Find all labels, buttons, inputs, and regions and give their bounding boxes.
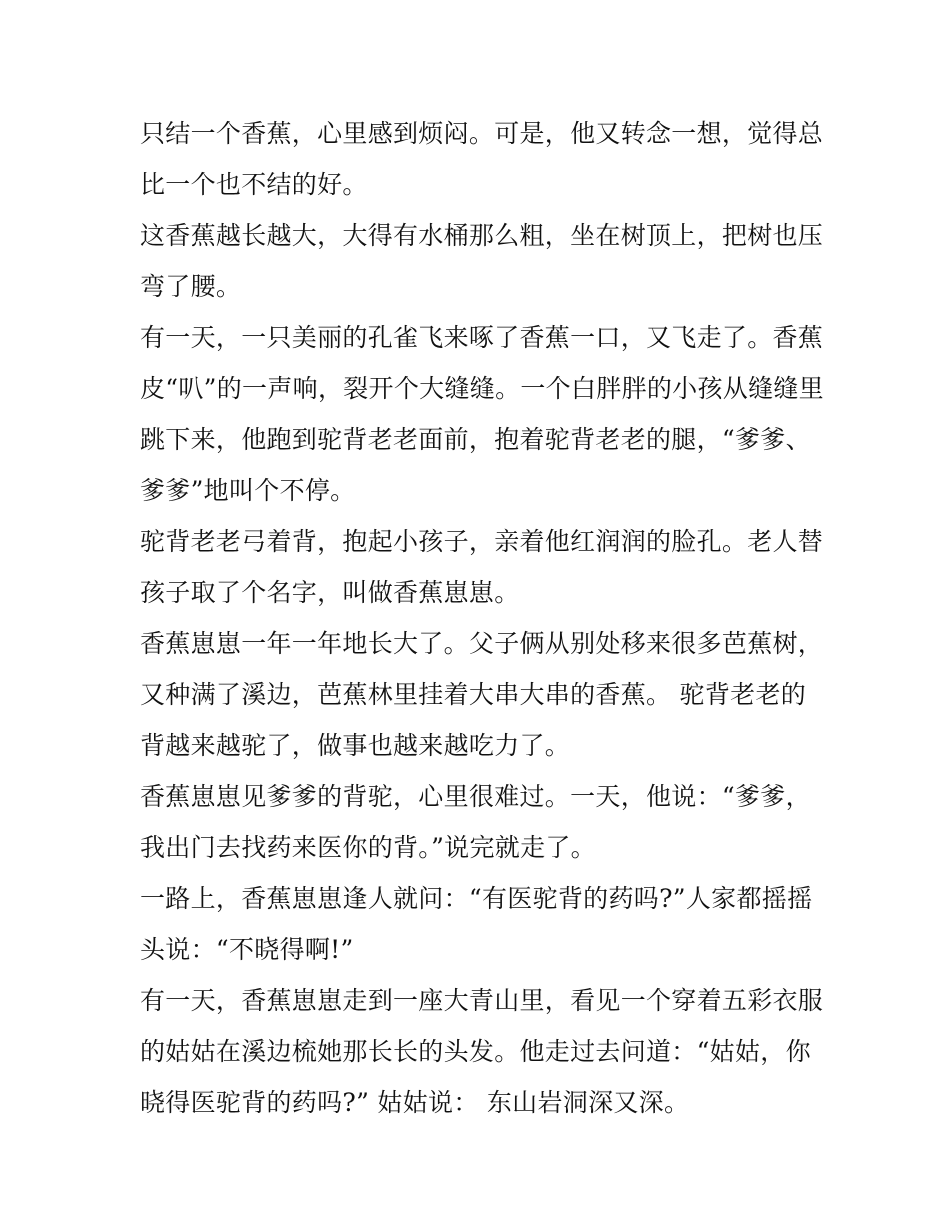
text-line: 有一天，香蕉崽崽走到一座大青山里，看见一个穿着五彩衣服 bbox=[140, 986, 824, 1015]
text-line: 背越来越驼了，做事也越来越吃力了。 bbox=[140, 731, 571, 760]
text-line: 比一个也不结的好。 bbox=[140, 170, 368, 199]
text-line: 跳下来，他跑到驼背老老面前，抱着驼背老老的腿，“爹爹、 bbox=[140, 425, 811, 454]
text-line: 香蕉崽崽一年一年地长大了。父子俩从别处移来很多芭蕉树， bbox=[140, 629, 824, 658]
text-line: 头说：“不晓得啊!” bbox=[140, 935, 354, 964]
text-line: 一路上，香蕉崽崽逢人就问：“有医驼背的药吗?”人家都摇摇 bbox=[140, 884, 813, 913]
text-line: 有一天，一只美丽的孔雀飞来啄了香蕉一口，又飞走了。香蕉 bbox=[140, 323, 824, 352]
text-line: 孩子取了个名字，叫做香蕉崽崽。 bbox=[140, 578, 520, 607]
text-line: 晓得医驼背的药吗?” 姑姑说： 东山岩洞深又深。 bbox=[140, 1088, 690, 1117]
text-line: 只结一个香蕉，心里感到烦闷。可是，他又转念一想，觉得总 bbox=[140, 119, 824, 148]
text-line: 我出门去找药来医你的背。”说完就走了。 bbox=[140, 833, 596, 862]
text-line: 这香蕉越长越大，大得有水桶那么粗，坐在树顶上，把树也压 bbox=[140, 221, 824, 250]
text-line: 爹爹”地叫个不停。 bbox=[140, 476, 356, 505]
text-line: 驼背老老弓着背，抱起小孩子，亲着他红润润的脸孔。老人替 bbox=[140, 527, 824, 556]
text-line: 弯了腰。 bbox=[140, 272, 242, 301]
text-line: 香蕉崽崽见爹爹的背驼，心里很难过。一天，他说：“爹爹， bbox=[140, 782, 811, 811]
text-line: 又种满了溪边，芭蕉林里挂着大串大串的香蕉。 驼背老老的 bbox=[140, 680, 807, 709]
document-body bbox=[140, 108, 824, 1128]
text-line: 的姑姑在溪边梳她那长长的头发。他走过去问道：“姑姑，你 bbox=[140, 1037, 811, 1066]
text-line: 皮“叭”的一声响，裂开个大缝缝。一个白胖胖的小孩从缝缝里 bbox=[140, 374, 824, 403]
